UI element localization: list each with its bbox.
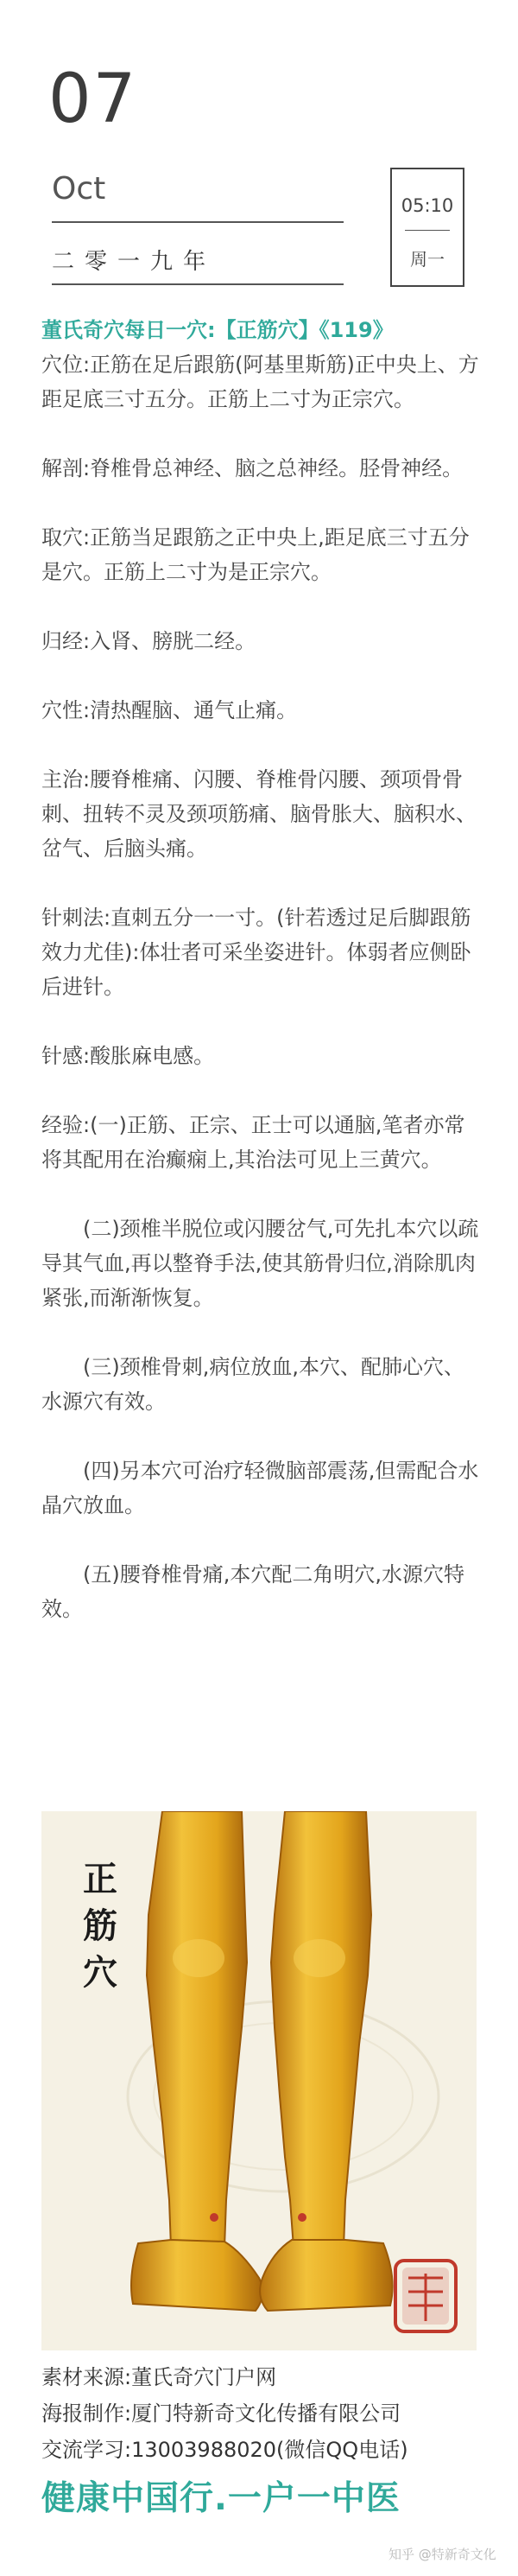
time-box [390, 168, 464, 287]
weekday-text: 周一 [410, 249, 445, 270]
acupoint-illustration [41, 1811, 477, 2350]
footer-producer: 海报制作:厦门特新奇文化传播有限公司 [41, 2401, 401, 2426]
footer-contact: 交流学习:13003988020(微信QQ电话) [41, 2438, 408, 2462]
paragraph-property: 穴性:清热醒脑、通气止痛。 [41, 698, 298, 722]
paragraph-experience-4: (四)另本穴可治疗轻微脑部震荡,但需配合水晶穴放血。 [41, 1459, 479, 1517]
paragraph-experience-1: 经验:(一)正筋、正宗、正士可以通脑,笔者亦常将其配用在治癫痫上,其治法可见上三黄穴。 [41, 1113, 465, 1172]
footer-info [41, 2359, 499, 2468]
article-title: 董氏奇穴每日一穴:【正筋穴】《119》 [41, 318, 394, 342]
divider-bottom [52, 283, 344, 285]
paragraph-anatomy: 解剖:脊椎骨总神经、脑之总神经。胫骨神经。 [41, 456, 464, 480]
acupoint-marker-left [210, 2213, 218, 2222]
date-year: 二零一九年 [52, 249, 217, 275]
footer-source: 素材来源:董氏奇穴门户网 [41, 2365, 277, 2389]
paragraph-indications: 主治:腰脊椎痛、闪腰、脊椎骨闪腰、颈项骨骨刺、扭转不灵及颈项筋痛、脑骨胀大、脑积水、岔气、后脑头痛。 [41, 767, 477, 861]
article-body [41, 313, 482, 1626]
paragraph-needling: 针刺法:直刺五分一一寸。(针若透过足后脚跟筋效力尤佳):体壮者可采坐姿进针。体弱者应侧卧后进针。 [41, 906, 471, 999]
paragraph-sensation: 针感:酸胀麻电感。 [41, 1044, 215, 1068]
time-divider [405, 230, 450, 231]
date-day: 07 [48, 60, 138, 138]
acupoint-marker-right [298, 2213, 306, 2222]
divider-top [52, 221, 344, 223]
paragraph-meridian: 归经:入肾、膀胱二经。 [41, 629, 256, 653]
paragraph-experience-2: (二)颈椎半脱位或闪腰岔气,可先扎本穴以疏导其气血,再以整脊手法,使其筋骨归位,消除肌肉紧张,而渐渐恢复。 [41, 1217, 479, 1310]
acupoint-label: 正筋穴 [83, 1859, 117, 1993]
time-text: 05:10 [401, 195, 454, 216]
slogan: 健康中国行.一户一中医 [41, 2479, 401, 2518]
paragraph-locating: 取穴:正筋当足跟筋之正中央上,距足底三寸五分是穴。正筋上二寸为是正宗穴。 [41, 525, 470, 584]
paragraph-location: 穴位:正筋在足后跟筋(阿基里斯筋)正中央上、方距足底三寸五分。正筋上二寸为正宗穴。 [41, 353, 479, 411]
paragraph-experience-5: (五)腰脊椎骨痛,本穴配二角明穴,水源穴特效。 [41, 1562, 464, 1621]
paragraph-experience-3: (三)颈椎骨刺,病位放血,本穴、配肺心穴、水源穴有效。 [41, 1355, 464, 1414]
zhihu-watermark: 知乎 @特新奇文化 [388, 2547, 496, 2562]
date-month: Oct [52, 171, 106, 207]
seal-stamp [395, 2261, 456, 2331]
